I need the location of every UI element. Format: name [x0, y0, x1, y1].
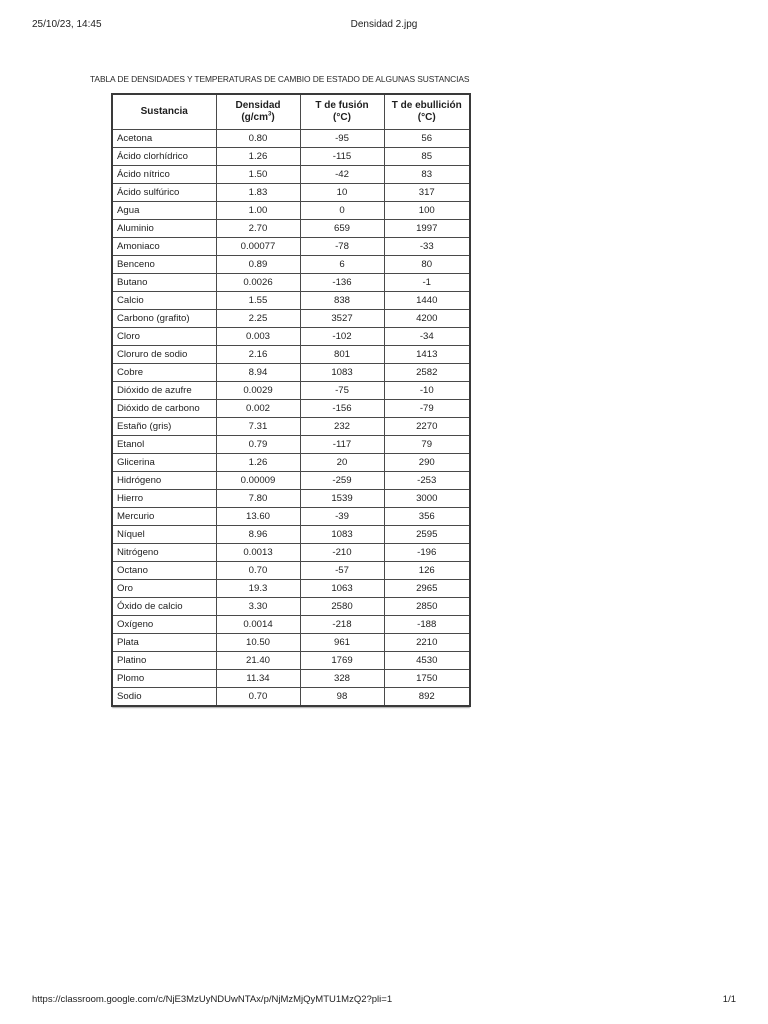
- column-header-density: [216, 94, 300, 130]
- table-row: [112, 436, 470, 454]
- cell-melting-point: 838: [300, 292, 384, 310]
- table-row: [112, 130, 470, 148]
- cell-boiling-point: 3000: [384, 490, 470, 508]
- cell-density: 2.16: [216, 346, 300, 364]
- page-title: TABLA DE DENSIDADES Y TEMPERATURAS DE CAMBIO DE ESTADO DE ALGUNAS SUSTANCIAS: [90, 74, 470, 84]
- column-header-substance-label: Sustancia: [140, 106, 188, 117]
- cell-boiling-point: 56: [384, 130, 470, 148]
- cell-density: 0.89: [216, 256, 300, 274]
- cell-density: 7.31: [216, 418, 300, 436]
- cell-melting-point: -57: [300, 562, 384, 580]
- cell-density: 0.70: [216, 562, 300, 580]
- cell-density: 0.002: [216, 400, 300, 418]
- table-row: [112, 292, 470, 310]
- cell-density: 3.30: [216, 598, 300, 616]
- column-header-boiling-label: T de ebullición: [391, 100, 462, 111]
- density-unit-exponent: 3: [267, 111, 272, 118]
- cell-density: 0.00009: [216, 472, 300, 490]
- table-row: [112, 400, 470, 418]
- cell-boiling-point: -196: [384, 544, 470, 562]
- cell-boiling-point: 1750: [384, 670, 470, 688]
- cell-substance: Plata: [112, 634, 216, 652]
- cell-density: 21.40: [216, 652, 300, 670]
- cell-boiling-point: 892: [384, 688, 470, 707]
- cell-melting-point: 801: [300, 346, 384, 364]
- cell-density: 0.003: [216, 328, 300, 346]
- table-row: [112, 238, 470, 256]
- cell-boiling-point: 83: [384, 166, 470, 184]
- column-header-density-label: Densidad: [235, 100, 281, 111]
- table-row: [112, 274, 470, 292]
- print-url: https://classroom.google.com/c/NjE3MzUyNDUwNTAx/p/NjMzMjQyMTU1MzQ2?pli=1: [32, 994, 393, 1005]
- cell-boiling-point: 2270: [384, 418, 470, 436]
- cell-boiling-point: -1: [384, 274, 470, 292]
- cell-melting-point: -39: [300, 508, 384, 526]
- cell-substance: Dióxido de carbono: [112, 400, 216, 418]
- cell-melting-point: -136: [300, 274, 384, 292]
- cell-density: 1.50: [216, 166, 300, 184]
- cell-density: 2.70: [216, 220, 300, 238]
- cell-boiling-point: -10: [384, 382, 470, 400]
- cell-density: 1.83: [216, 184, 300, 202]
- cell-substance: Benceno: [112, 256, 216, 274]
- cell-boiling-point: 1413: [384, 346, 470, 364]
- cell-boiling-point: 2850: [384, 598, 470, 616]
- cell-substance: Agua: [112, 202, 216, 220]
- cell-density: 0.79: [216, 436, 300, 454]
- cell-substance: Aluminio: [112, 220, 216, 238]
- cell-boiling-point: -188: [384, 616, 470, 634]
- cell-substance: Mercurio: [112, 508, 216, 526]
- table-row: [112, 454, 470, 472]
- cell-density: 1.55: [216, 292, 300, 310]
- print-datetime: 25/10/23, 14:45: [32, 19, 102, 30]
- cell-melting-point: -75: [300, 382, 384, 400]
- table-row: [112, 220, 470, 238]
- cell-melting-point: -210: [300, 544, 384, 562]
- table-row: [112, 418, 470, 436]
- column-header-melting-unit: (°C): [333, 112, 351, 123]
- table-row: [112, 526, 470, 544]
- table-row: [112, 508, 470, 526]
- cell-melting-point: 98: [300, 688, 384, 707]
- table-row: [112, 184, 470, 202]
- cell-density: 0.80: [216, 130, 300, 148]
- cell-substance: Platino: [112, 652, 216, 670]
- column-header-substance: [112, 94, 216, 130]
- table-row: [112, 166, 470, 184]
- cell-melting-point: 328: [300, 670, 384, 688]
- cell-melting-point: 10: [300, 184, 384, 202]
- cell-substance: Hierro: [112, 490, 216, 508]
- cell-melting-point: 1063: [300, 580, 384, 598]
- cell-substance: Carbono (grafito): [112, 310, 216, 328]
- cell-substance: Sodio: [112, 688, 216, 707]
- cell-melting-point: -42: [300, 166, 384, 184]
- column-header-melting: [300, 94, 384, 130]
- cell-substance: Plomo: [112, 670, 216, 688]
- cell-melting-point: -95: [300, 130, 384, 148]
- table-row: [112, 490, 470, 508]
- cell-boiling-point: 356: [384, 508, 470, 526]
- cell-density: 1.26: [216, 148, 300, 166]
- cell-boiling-point: 2595: [384, 526, 470, 544]
- table-row: [112, 310, 470, 328]
- cell-boiling-point: 1997: [384, 220, 470, 238]
- cell-substance: Estaño (gris): [112, 418, 216, 436]
- cell-boiling-point: 85: [384, 148, 470, 166]
- table-row: [112, 472, 470, 490]
- cell-substance: Calcio: [112, 292, 216, 310]
- table-row: [112, 688, 470, 707]
- cell-melting-point: -259: [300, 472, 384, 490]
- cell-melting-point: -115: [300, 148, 384, 166]
- cell-boiling-point: 126: [384, 562, 470, 580]
- density-table-container: [111, 93, 469, 707]
- table-row: [112, 328, 470, 346]
- cell-boiling-point: 4530: [384, 652, 470, 670]
- cell-boiling-point: 317: [384, 184, 470, 202]
- cell-substance: Butano: [112, 274, 216, 292]
- table-row: [112, 598, 470, 616]
- cell-density: 0.0014: [216, 616, 300, 634]
- column-header-boiling: [384, 94, 470, 130]
- cell-substance: Dióxido de azufre: [112, 382, 216, 400]
- cell-boiling-point: 1440: [384, 292, 470, 310]
- column-header-boiling-unit: (°C): [417, 112, 436, 123]
- cell-boiling-point: 100: [384, 202, 470, 220]
- table-row: [112, 346, 470, 364]
- table-row: [112, 544, 470, 562]
- cell-density: 7.80: [216, 490, 300, 508]
- cell-boiling-point: -253: [384, 472, 470, 490]
- density-unit-close: ): [271, 112, 275, 123]
- print-page-number: 1/1: [722, 994, 736, 1005]
- cell-boiling-point: 2965: [384, 580, 470, 598]
- cell-density: 0.70: [216, 688, 300, 707]
- cell-substance: Hidrógeno: [112, 472, 216, 490]
- cell-substance: Etanol: [112, 436, 216, 454]
- cell-substance: Octano: [112, 562, 216, 580]
- cell-melting-point: 1769: [300, 652, 384, 670]
- cell-substance: Glicerina: [112, 454, 216, 472]
- cell-melting-point: 232: [300, 418, 384, 436]
- cell-substance: Níquel: [112, 526, 216, 544]
- cell-melting-point: 1539: [300, 490, 384, 508]
- cell-boiling-point: -33: [384, 238, 470, 256]
- table-row: [112, 364, 470, 382]
- cell-density: 13.60: [216, 508, 300, 526]
- table-row: [112, 256, 470, 274]
- cell-melting-point: 6: [300, 256, 384, 274]
- cell-density: 2.25: [216, 310, 300, 328]
- column-header-melting-label: T de fusión: [315, 100, 369, 111]
- cell-substance: Nitrógeno: [112, 544, 216, 562]
- table-row: [112, 580, 470, 598]
- table-header-row: [112, 94, 470, 130]
- cell-boiling-point: 2210: [384, 634, 470, 652]
- cell-boiling-point: 4200: [384, 310, 470, 328]
- cell-substance: Ácido clorhídrico: [112, 148, 216, 166]
- cell-melting-point: 3527: [300, 310, 384, 328]
- cell-density: 1.26: [216, 454, 300, 472]
- cell-boiling-point: 80: [384, 256, 470, 274]
- cell-density: 1.00: [216, 202, 300, 220]
- cell-boiling-point: -34: [384, 328, 470, 346]
- cell-substance: Oxígeno: [112, 616, 216, 634]
- cell-boiling-point: 290: [384, 454, 470, 472]
- cell-density: 0.0029: [216, 382, 300, 400]
- cell-melting-point: -156: [300, 400, 384, 418]
- cell-melting-point: 961: [300, 634, 384, 652]
- cell-melting-point: -218: [300, 616, 384, 634]
- cell-density: 19.3: [216, 580, 300, 598]
- cell-melting-point: 20: [300, 454, 384, 472]
- table-row: [112, 202, 470, 220]
- cell-substance: Ácido nítrico: [112, 166, 216, 184]
- cell-substance: Cobre: [112, 364, 216, 382]
- cell-substance: Amoniaco: [112, 238, 216, 256]
- cell-melting-point: 1083: [300, 526, 384, 544]
- cell-boiling-point: 79: [384, 436, 470, 454]
- cell-boiling-point: 2582: [384, 364, 470, 382]
- cell-density: 8.96: [216, 526, 300, 544]
- table-row: [112, 562, 470, 580]
- print-file-title: Densidad 2.jpg: [350, 19, 418, 30]
- cell-melting-point: 2580: [300, 598, 384, 616]
- column-header-density-unit: [217, 112, 300, 124]
- cell-density: 0.0026: [216, 274, 300, 292]
- table-row: [112, 148, 470, 166]
- table-row: [112, 616, 470, 634]
- table-row: [112, 652, 470, 670]
- cell-density: 10.50: [216, 634, 300, 652]
- cell-density: 0.00077: [216, 238, 300, 256]
- cell-melting-point: -117: [300, 436, 384, 454]
- cell-substance: Óxido de calcio: [112, 598, 216, 616]
- density-table: [111, 93, 471, 707]
- table-body: [112, 130, 470, 707]
- table-row: [112, 670, 470, 688]
- cell-melting-point: 0: [300, 202, 384, 220]
- table-row: [112, 634, 470, 652]
- cell-melting-point: -102: [300, 328, 384, 346]
- cell-melting-point: 1083: [300, 364, 384, 382]
- cell-boiling-point: -79: [384, 400, 470, 418]
- cell-melting-point: 659: [300, 220, 384, 238]
- cell-substance: Oro: [112, 580, 216, 598]
- cell-substance: Cloro: [112, 328, 216, 346]
- cell-density: 11.34: [216, 670, 300, 688]
- cell-density: 8.94: [216, 364, 300, 382]
- cell-substance: Cloruro de sodio: [112, 346, 216, 364]
- cell-substance: Acetona: [112, 130, 216, 148]
- cell-melting-point: -78: [300, 238, 384, 256]
- cell-substance: Ácido sulfúrico: [112, 184, 216, 202]
- table-row: [112, 382, 470, 400]
- density-unit-text: (g/cm: [241, 112, 268, 123]
- cell-density: 0.0013: [216, 544, 300, 562]
